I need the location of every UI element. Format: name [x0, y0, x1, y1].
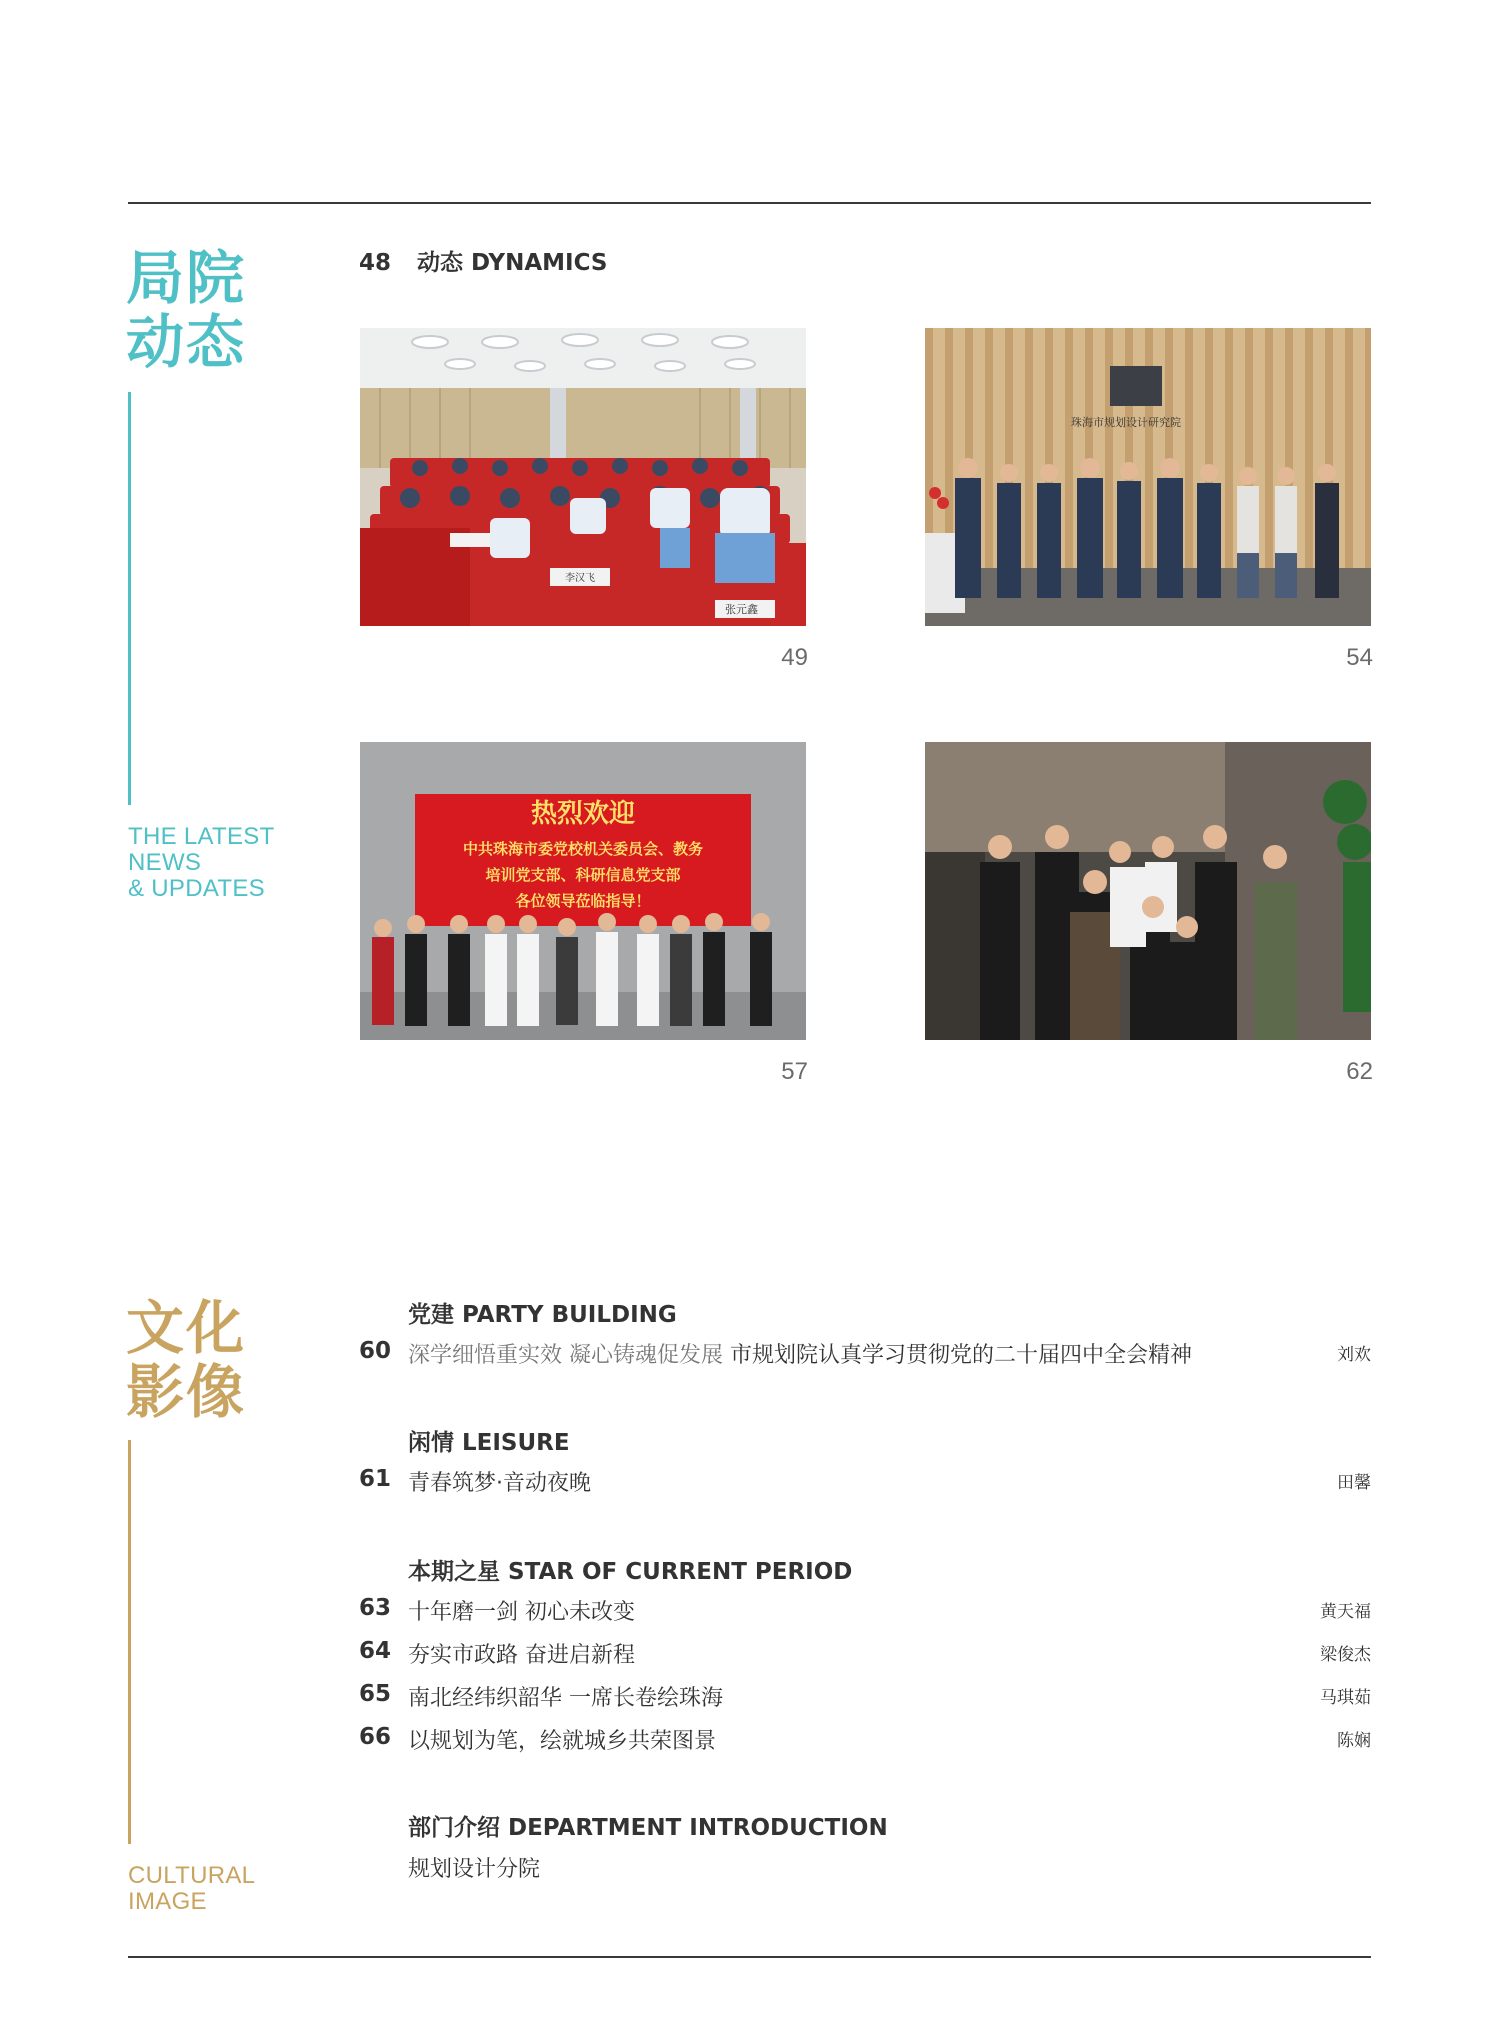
culture-subtitle — [128, 1863, 255, 1915]
photo-welcome-banner[interactable] — [360, 742, 806, 1040]
entry-title: 以规划为笔，绘就城乡共荣图景 — [408, 1729, 717, 1754]
culture-subtitle-line-2: IMAGE — [128, 1888, 207, 1915]
entry-title: 规划设计分院 — [408, 1857, 541, 1882]
entry-title-dark: 市规划院认真学习贯彻党的二十届四中全会精神 — [730, 1343, 1193, 1368]
photo-1-page: 49 — [781, 644, 808, 671]
nameplate-li: 李汉飞 — [565, 573, 595, 584]
banner-heading: 热烈欢迎 — [530, 799, 636, 829]
entry-author: 刘欢 — [1337, 1345, 1371, 1365]
entry-title-light: 深学细悟重实效 凝心铸魂促发展 — [408, 1343, 730, 1368]
category-department: 部门介绍 DEPARTMENT INTRODUCTION — [408, 1815, 888, 1841]
toc-entry[interactable] — [359, 1466, 1371, 1500]
dynamics-title-line-1: 局院 — [126, 244, 247, 312]
lobby-group-image — [925, 328, 1371, 626]
entry-author: 梁俊杰 — [1320, 1645, 1371, 1665]
nameplate-zhang: 张元鑫 — [725, 603, 758, 616]
category-leisure: 闲情 LEISURE — [408, 1430, 570, 1456]
culture-section-title — [126, 1296, 286, 1424]
photo-3-page: 57 — [781, 1058, 808, 1085]
banner-line-1: 中共珠海市委党校机关委员会、教务 — [462, 840, 704, 858]
culture-title-line-2: 影像 — [126, 1358, 247, 1426]
photo-conference-hall[interactable] — [360, 328, 806, 626]
dynamics-title-line-2: 动态 — [126, 308, 247, 376]
dynamics-section-title — [126, 246, 286, 374]
entry-title: 青春筑梦·音动夜晚 — [408, 1471, 591, 1496]
culture-subtitle-line-1: CULTURAL — [128, 1862, 256, 1889]
photo-band-group[interactable] — [925, 742, 1371, 1040]
toc-entry[interactable] — [359, 1724, 1371, 1758]
culture-title-line-1: 文化 — [126, 1294, 247, 1362]
entry-title: 南北经纬织韶华 一席长卷绘珠海 — [408, 1686, 723, 1711]
dynamics-header-page: 48 — [359, 250, 392, 276]
category-party-building: 党建 PARTY BUILDING — [408, 1302, 677, 1328]
toc-entry[interactable] — [359, 1852, 1371, 1886]
toc-entry[interactable] — [359, 1595, 1371, 1629]
banner-line-3: 各位领导莅临指导！ — [515, 892, 651, 910]
entry-author: 陈娴 — [1337, 1731, 1371, 1751]
dynamics-subtitle-line-2: NEWS — [128, 849, 202, 876]
institute-sign: 珠海市规划设计研究院 — [1071, 416, 1181, 429]
entry-page: 65 — [359, 1681, 392, 1707]
dynamics-header-label: 动态 DYNAMICS — [417, 250, 608, 276]
toc-entry[interactable] — [359, 1638, 1371, 1672]
entry-page: 61 — [359, 1466, 392, 1492]
dynamics-accent-bar — [128, 392, 131, 805]
entry-author: 田馨 — [1337, 1473, 1371, 1493]
entry-page: 64 — [359, 1638, 392, 1664]
toc-entry[interactable] — [359, 1681, 1371, 1715]
photo-4-page: 62 — [1346, 1058, 1373, 1085]
category-star: 本期之星 STAR OF CURRENT PERIOD — [408, 1559, 853, 1585]
toc-entry[interactable] — [359, 1338, 1371, 1372]
entry-title: 夯实市政路 奋进启新程 — [408, 1643, 635, 1668]
dynamics-subtitle-line-3: & UPDATES — [128, 875, 265, 902]
entry-page: 63 — [359, 1595, 392, 1621]
welcome-banner-image — [360, 742, 806, 1040]
entry-title — [408, 1338, 1192, 1369]
entry-page: 66 — [359, 1724, 392, 1750]
top-rule — [128, 202, 1371, 204]
dynamics-subtitle — [128, 824, 275, 902]
entry-title: 十年磨一剑 初心未改变 — [408, 1600, 635, 1625]
band-group-image — [925, 742, 1371, 1040]
bottom-rule — [128, 1956, 1371, 1958]
culture-accent-bar — [128, 1440, 131, 1844]
photo-lobby-group[interactable] — [925, 328, 1371, 626]
entry-author: 马琪茹 — [1320, 1688, 1371, 1708]
dynamics-header[interactable] — [359, 244, 607, 277]
conference-hall-image — [360, 328, 806, 626]
entry-page: 60 — [359, 1338, 392, 1364]
banner-line-2: 培训党支部、科研信息党支部 — [485, 866, 681, 884]
photo-2-page: 54 — [1346, 644, 1373, 671]
dynamics-subtitle-line-1: THE LATEST — [128, 823, 275, 850]
entry-author: 黄天福 — [1320, 1602, 1371, 1622]
